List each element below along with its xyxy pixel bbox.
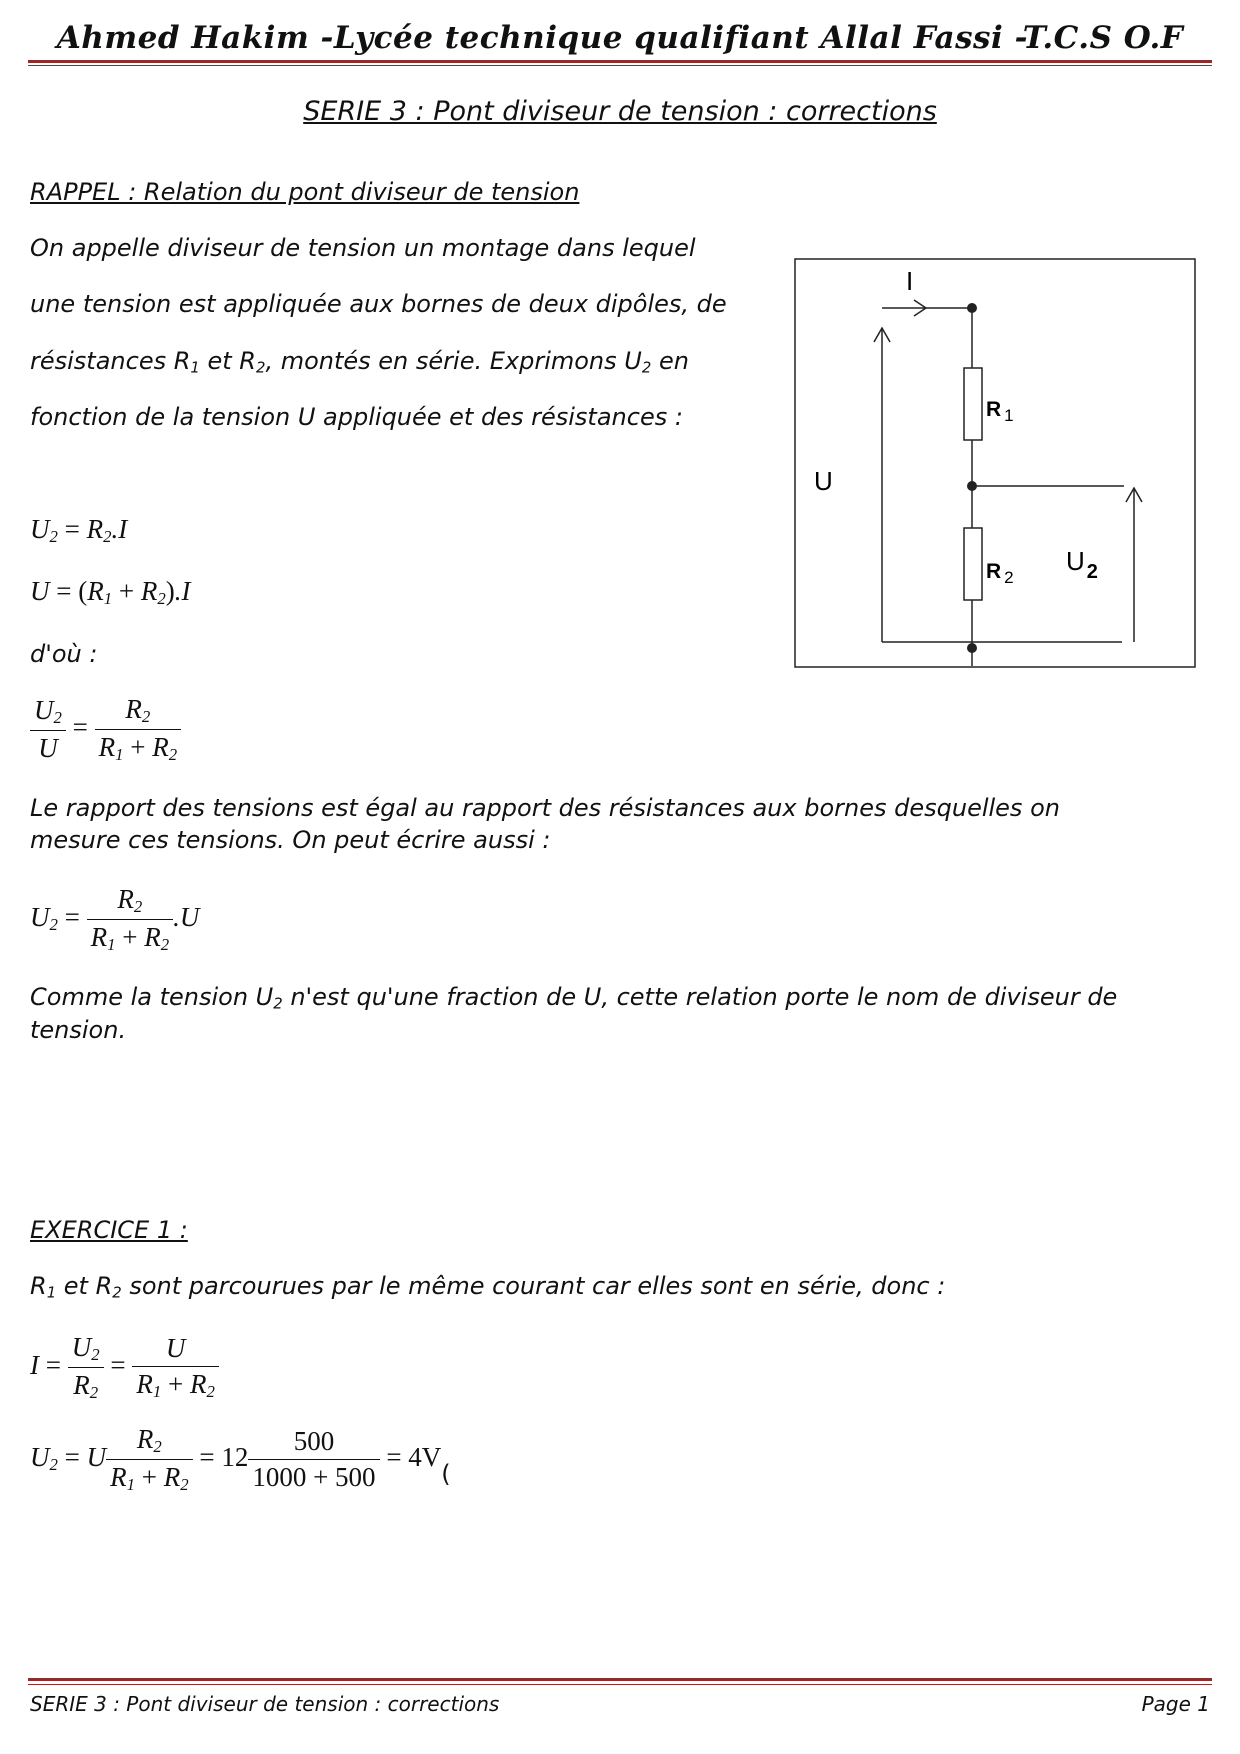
- footer-title: SERIE 3 : Pont diviseur de tension : corrections: [30, 1692, 500, 1716]
- ratio-text-2: mesure ces tensions. On peut écrire aussi :: [30, 826, 551, 854]
- exercice1-heading: EXERCICE 1 :: [30, 1216, 188, 1244]
- comme-text-1: Comme la tension $U_2$ n'est qu'une fraction de U, cette relation porte le nom de diviseur de: [30, 983, 1118, 1013]
- page-header-title: Ahmed Hakim -Lycée technique qualifiant Allal Fassi -T.C.S O.F: [56, 20, 1184, 56]
- current-label: I: [906, 266, 914, 296]
- equation-result: $U_2 = U$ $\frac{R_2}{R_1 + R_2}$ = 12 $\frac{500}{1000 + 500}$ = 4V(: [30, 1424, 451, 1495]
- resistor-r1: [964, 368, 982, 440]
- equation-u2: $U_2 = R_2.I$: [30, 514, 128, 547]
- r1-label: R $_1$: [986, 398, 1014, 425]
- footer-rule: [28, 1678, 1212, 1681]
- voltage-divider-circuit: [794, 258, 1196, 668]
- resistor-r2: [964, 528, 982, 600]
- rappel-line-1: On appelle diviseur de tension un montage dans lequel: [30, 234, 696, 262]
- header-rule: [28, 60, 1212, 63]
- equation-ratio: $\frac{U_2}{U}$ = $\frac{R_2}{R_1 + R_2}$: [30, 694, 181, 765]
- equation-current: I = $\frac{U_2}{R_2}$ = $\frac{U}{R_1 + R_2}$: [30, 1332, 219, 1403]
- circuit-frame: [795, 259, 1195, 667]
- rappel-heading: RAPPEL : Relation du pont diviseur de tension: [30, 178, 580, 206]
- exercice1-text: $R_1$ et $R_2$ sont parcourues par le même courant car elles sont en série, donc :: [30, 1272, 946, 1302]
- equation-u2-formula: $U_2$ = $\frac{R_2}{R_1 + R_2}$ .U: [30, 884, 200, 955]
- rappel-line-2: une tension est appliquée aux bornes de deux dipôles, de: [30, 290, 727, 318]
- dou-label: d'où :: [30, 640, 98, 668]
- u2-label: U $_2$: [1066, 546, 1098, 583]
- rappel-line-4: fonction de la tension U appliquée et des résistances :: [30, 403, 683, 431]
- equation-u: $U = (R_1 + R_2).I$: [30, 576, 191, 609]
- rappel-line-3: résistances $R_1$ et $R_2$, montés en série. Exprimons $U_2$ en: [30, 347, 689, 377]
- ratio-text-1: Le rapport des tensions est égal au rapport des résistances aux bornes desquelles on: [30, 794, 1060, 822]
- header-rule-thin: [28, 65, 1212, 66]
- page-number: Page 1: [1141, 1692, 1210, 1716]
- page-title: SERIE 3 : Pont diviseur de tension : corrections: [303, 96, 937, 127]
- comme-text-2: tension.: [30, 1016, 127, 1044]
- u-label: U: [814, 466, 833, 496]
- footer-rule-thin: [28, 1684, 1212, 1685]
- r2-label: R $_2$: [986, 560, 1014, 587]
